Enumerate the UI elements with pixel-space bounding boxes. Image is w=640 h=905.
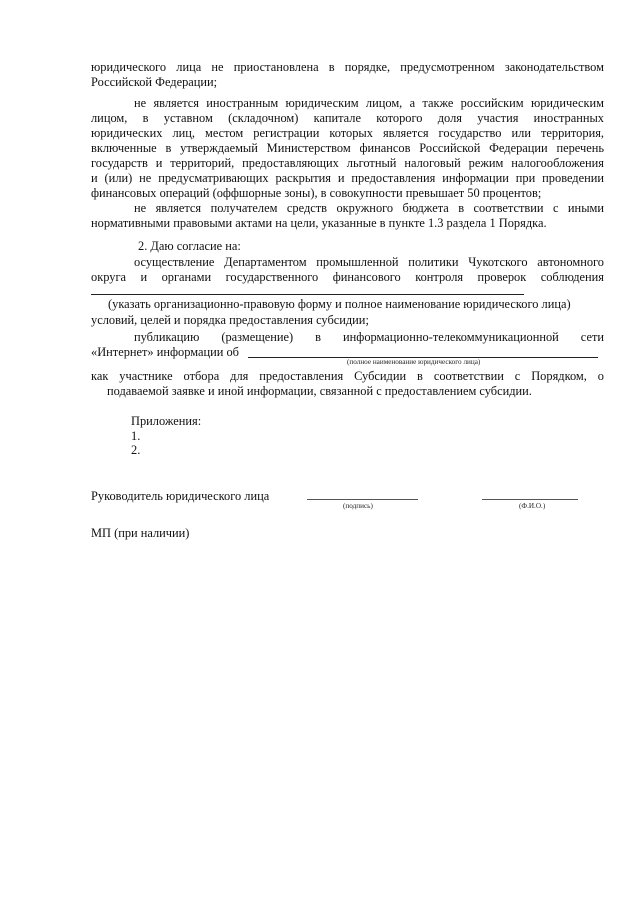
- paragraph-foreign-line-7: финансовых операций (оффшорные зоны), в совокупности превышает 50 процентов;: [91, 186, 542, 200]
- paragraph-foreign-line-1: не является иностранным юридическим лицом, а также российским юридическим: [134, 96, 604, 110]
- paragraph-foreign-line-3: юридических лиц, местом регистрации которых является государство или территория,: [91, 126, 604, 140]
- consent-line-2: округа и органами государственного финансового контроля проверок соблюдения: [91, 270, 604, 284]
- paragraph-foreign-line-6: и (или) не предусматривающих раскрытия и предоставления информации при проведении: [91, 171, 604, 185]
- paragraph-budget-line-1: не является получателем средств окружного бюджета в соответствии с иными: [134, 201, 604, 215]
- paragraph-budget-line-2: нормативными правовыми актами на цели, указанные в пункте 1.3 раздела 1 Порядка.: [91, 216, 547, 230]
- signature-line: [307, 499, 418, 500]
- paragraph-foreign-line-5: государств и территорий, предоставляющих льготный налоговый режим налогообложения: [91, 156, 604, 170]
- legal-entity-name-line: [91, 294, 524, 295]
- paragraph-top-line-2: Российской Федерации;: [91, 75, 218, 89]
- publication-line-4: подаваемой заявке и иной информации, связанной с предоставлением субсидии.: [107, 384, 532, 398]
- attachment-item-1: 1.: [131, 429, 141, 443]
- attachment-item-2: 2.: [131, 443, 141, 457]
- consent-heading: 2. Даю согласие на:: [138, 239, 241, 253]
- publication-line-3: как участнике отбора для предоставления Субсидии в соответствии с Порядком, о: [91, 369, 604, 383]
- seal-note: МП (при наличии): [91, 526, 190, 540]
- full-name-hint: (Ф.И.О.): [519, 502, 546, 510]
- consent-line-1: осуществление Департаментом промышленной политики Чукотского автономного: [134, 255, 604, 269]
- paragraph-foreign-line-4: включенные в утверждаемый Министерством финансов Российской Федерации перечень: [91, 141, 604, 155]
- consent-line-3: условий, целей и порядка предоставления субсидии;: [91, 313, 369, 327]
- publication-line-1: публикацию (размещение) в информационно-телекоммуникационной сети: [134, 330, 604, 344]
- publication-line-2: «Интернет» информации об: [91, 345, 239, 359]
- paragraph-top-line-1: юридического лица не приостановлена в порядке, предусмотренном законодательством: [91, 60, 604, 74]
- paragraph-foreign-line-2: лицом, в уставном (складочном) капитале которого доля участия иностранных: [91, 111, 604, 125]
- attachments-title: Приложения:: [131, 414, 202, 428]
- publication-hint: (полное наименование юридического лица): [347, 358, 481, 366]
- full-name-line: [482, 499, 578, 500]
- signature-hint: (подпись): [343, 502, 373, 510]
- signer-role: Руководитель юридического лица: [91, 489, 270, 503]
- legal-entity-hint: (указать организационно-правовую форму и полное наименование юридического лица): [108, 297, 571, 311]
